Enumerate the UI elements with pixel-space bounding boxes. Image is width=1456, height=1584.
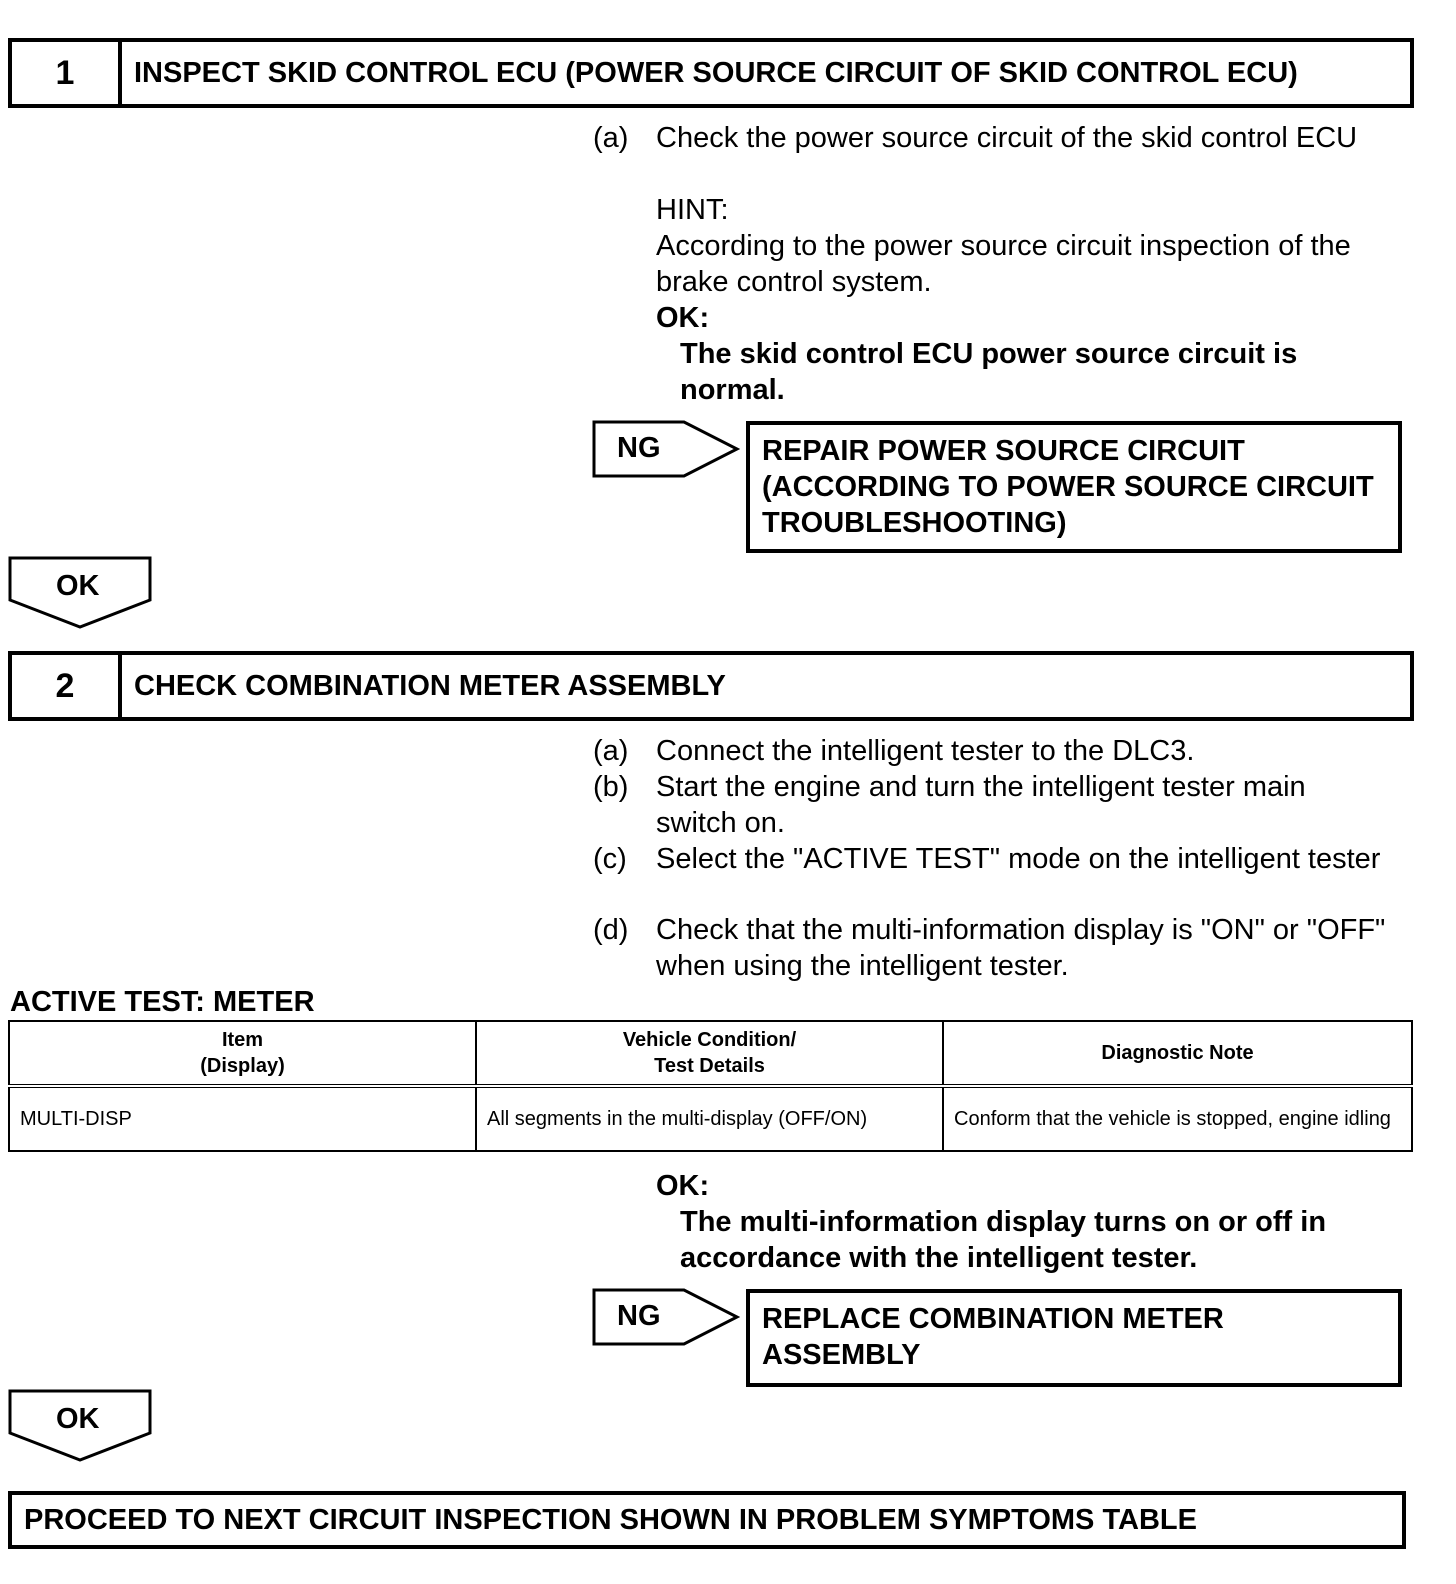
step-2-item-c-line-1: Select the "ACTIVE TEST" mode on the intelligent tester (656, 843, 1381, 875)
table-cell-condition: All segments in the multi-display (OFF/ON) (476, 1086, 943, 1151)
step-1-hint-line-1: According to the power source circuit inspection of the (656, 230, 1351, 262)
table-header-item: Item (Display) (9, 1021, 476, 1086)
step-2-ng-result (746, 1289, 1402, 1387)
step-2-item-a-label: (a) (593, 735, 629, 767)
step-2-ok-label: OK: (656, 1170, 710, 1202)
step-1-ok-line-2: normal. (680, 374, 785, 406)
step-2-ng-result-line-1: REPLACE COMBINATION METER (762, 1303, 1224, 1335)
step-2-ng-result-line-2: ASSEMBLY (762, 1339, 921, 1371)
table-row (9, 1086, 1412, 1151)
table-cell-item: MULTI-DISP (9, 1086, 476, 1151)
step-2-item-d-label: (d) (593, 914, 629, 946)
step-2-item-b-label: (b) (593, 771, 629, 803)
step-1-hint-label: HINT: (656, 194, 729, 226)
step-1-ok-arrow-label: OK (56, 570, 100, 602)
step-2-item-d-line-2: when using the intelligent tester. (656, 950, 1069, 982)
step-2-ok-line-1: The multi-information display turns on or off in (680, 1206, 1327, 1238)
step-1-ng-result (746, 421, 1402, 553)
active-test-table (8, 1020, 1413, 1152)
step-1-title: INSPECT SKID CONTROL ECU (POWER SOURCE CIRCUIT OF SKID CONTROL ECU) (134, 56, 1298, 89)
step-1-item-a-text: Check the power source circuit of the skid control ECU (656, 122, 1358, 154)
step-2-item-a-line-1: Connect the intelligent tester to the DLC3. (656, 735, 1195, 767)
step-2-item-b-line-1: Start the engine and turn the intelligent tester main (656, 771, 1306, 803)
step-2-ok-arrow-label: OK (56, 1403, 100, 1435)
table-header-row (9, 1021, 1412, 1086)
ng-arrow-icon (592, 420, 740, 478)
step-1-number: 1 (12, 42, 122, 104)
step-1-header (8, 38, 1414, 108)
table-header-diagnostic-note: Diagnostic Note (943, 1021, 1412, 1086)
step-1-ok-label: OK: (656, 302, 710, 334)
step-2-item-d-line-1: Check that the multi-information display is "ON" or "OFF" (656, 914, 1386, 946)
ng-arrow-icon (592, 1288, 740, 1346)
step-1-ok-line-1: The skid control ECU power source circuit is (680, 338, 1298, 370)
step-2-header (8, 651, 1414, 721)
step-1-item-a-label: (a) (593, 122, 629, 154)
step-1-hint-line-2: brake control system. (656, 266, 932, 298)
step-1-ng-result-line-2: (ACCORDING TO POWER SOURCE CIRCUIT (762, 471, 1374, 503)
step-1-ng-result-line-3: TROUBLESHOOTING) (762, 507, 1067, 539)
table-cell-note: Conform that the vehicle is stopped, engine idling (943, 1086, 1412, 1151)
step-2-ok-line-2: accordance with the intelligent tester. (680, 1242, 1198, 1274)
step-2-title: CHECK COMBINATION METER ASSEMBLY (134, 669, 726, 702)
step-2-item-c-label: (c) (593, 843, 627, 875)
step-2-item-b-line-2: switch on. (656, 807, 785, 839)
final-instruction-box: PROCEED TO NEXT CIRCUIT INSPECTION SHOWN IN PROBLEM SYMPTOMS TABLE (8, 1491, 1406, 1549)
step-2-ng-label: NG (617, 1300, 661, 1332)
step-2-number: 2 (12, 655, 122, 717)
step-1-ng-result-line-1: REPAIR POWER SOURCE CIRCUIT (762, 435, 1245, 467)
table-title: ACTIVE TEST: METER (10, 986, 315, 1018)
step-1-ng-label: NG (617, 432, 661, 464)
table-header-vehicle-condition: Vehicle Condition/ Test Details (476, 1021, 943, 1086)
